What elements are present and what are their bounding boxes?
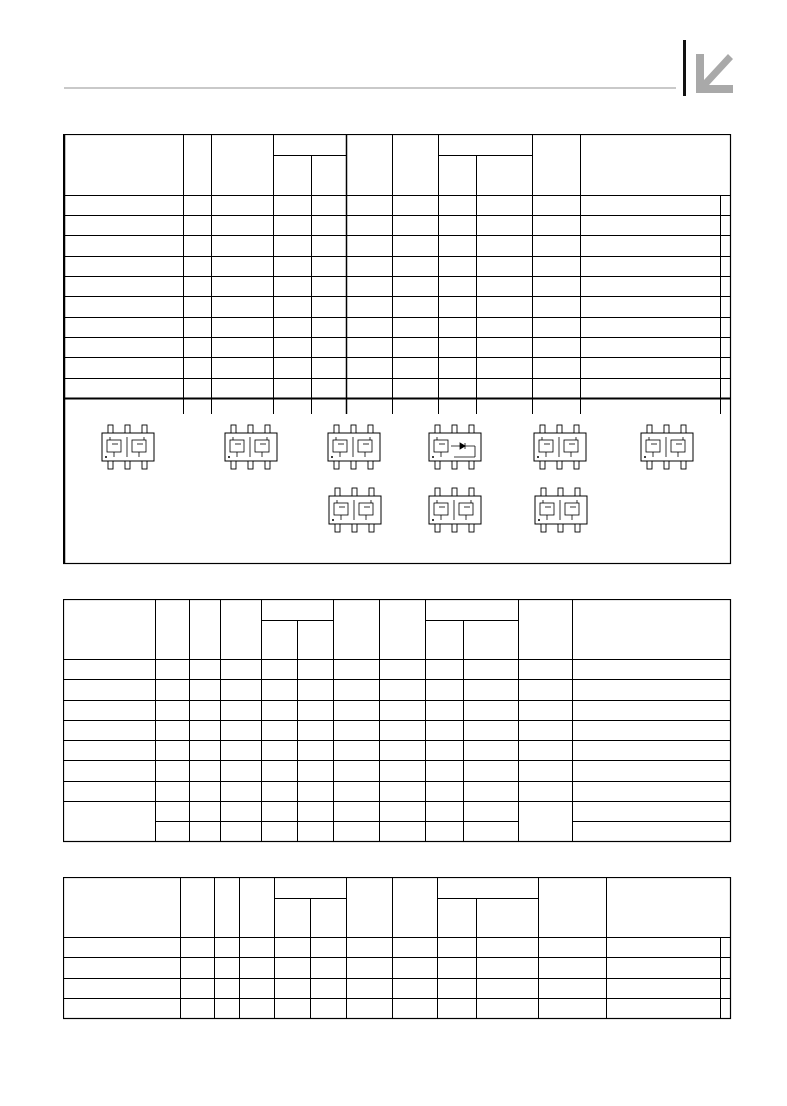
package-panel: [63, 420, 732, 560]
header-rule: [64, 87, 676, 89]
package-diagram-7: [329, 488, 381, 532]
package-diagram-8: [429, 488, 481, 532]
package-diagram-5: [534, 425, 586, 469]
arrow-down-left-icon: [683, 40, 735, 96]
package-diagram-1: [102, 425, 154, 469]
package-diagram-4: [429, 425, 481, 469]
package-diagram-6: [641, 425, 693, 469]
table-3: [63, 877, 732, 1020]
package-diagram-3: [328, 425, 380, 469]
package-diagram-9: [535, 488, 587, 532]
table-2: [63, 599, 732, 843]
package-diagram-2: [225, 425, 277, 469]
